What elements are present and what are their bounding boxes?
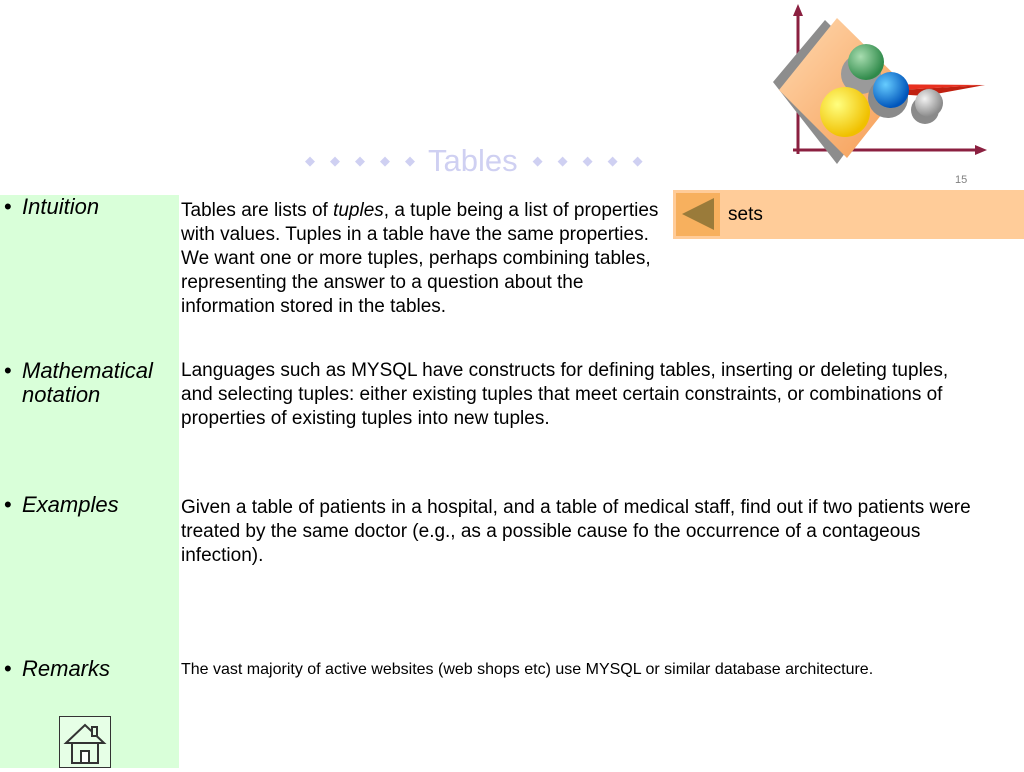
term-label: Intuition (22, 194, 100, 219)
desc-intuition (181, 199, 659, 319)
term-label: Mathematical (22, 358, 153, 383)
sets-link[interactable]: sets (728, 204, 763, 225)
sets-link-bar[interactable] (673, 190, 1024, 239)
term-label: Remarks (22, 656, 111, 681)
desc-examples: Given a table of patients in a hospital, and a table of medical staff, find out if two patients were treated by the same doctor (e.g., as a possible cause fo the occurrence of a contageous infection). (181, 497, 971, 566)
term-label: Examples (22, 492, 119, 517)
diamond-icon: ◆ (632, 153, 643, 168)
diamond-icon: ◆ (330, 153, 340, 168)
home-button[interactable] (59, 716, 111, 768)
bullet: • (4, 492, 12, 517)
slide-number: 15 (955, 174, 968, 186)
desc-emphasis: tuples (333, 200, 384, 221)
title-diamonds-right (533, 153, 643, 169)
diamond-icon: ◆ (582, 153, 593, 168)
desc-text: , a tuple being a list of properties with values. Tuples in a table have the same properties. We want one or more tuples, perhaps combining tables, representing the answer to a question about the information stored in the tables. (181, 200, 659, 317)
term-label: notation (22, 382, 101, 407)
diamond-icon: ◆ (305, 153, 315, 168)
desc-mathematical-notation: Languages such as MYSQL have constructs for defining tables, inserting or deleting tuples, and selecting tuples: either existing tuples that meet certain constraints, or combinations of properties of existing tuples into new tuples. (181, 360, 949, 429)
home-icon (60, 717, 110, 767)
diamond-icon: ◆ (380, 153, 390, 168)
diamond-icon: ◆ (355, 153, 365, 168)
desc-remarks: The vast majority of active websites (web shops etc) use MYSQL or similar database architecture. (181, 661, 874, 678)
bullet: • (4, 656, 12, 681)
bullet: • (4, 358, 12, 383)
title-diamonds-left (305, 153, 415, 169)
diamond-icon: ◆ (557, 153, 568, 168)
diamond-icon: ◆ (532, 153, 543, 168)
diamond-icon: ◆ (405, 153, 415, 168)
triangle-left-icon (676, 193, 720, 236)
bullet: • (4, 194, 12, 219)
page-title: Tables (428, 143, 518, 178)
desc-text: Tables are lists of (181, 200, 334, 221)
logo-graphic (765, 0, 995, 170)
back-button[interactable] (676, 193, 720, 236)
slide-title-bar (305, 143, 725, 179)
left-panel (0, 195, 179, 768)
diamond-icon: ◆ (607, 153, 618, 168)
